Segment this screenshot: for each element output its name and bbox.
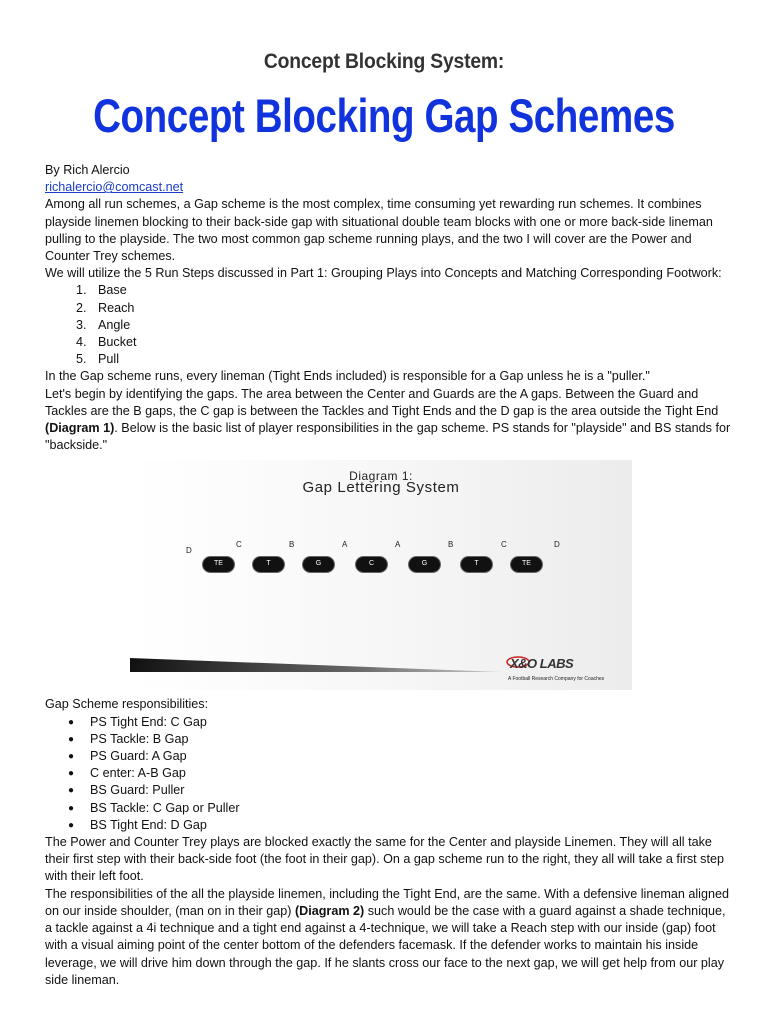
list-item-text: PS Guard: A Gap bbox=[90, 749, 187, 764]
list-item-text: BS Tackle: C Gap or Puller bbox=[90, 800, 240, 815]
list-item bbox=[68, 765, 735, 782]
list-item bbox=[68, 782, 735, 799]
gap-label: A bbox=[342, 540, 348, 550]
logo-tagline: A Football Research Company for Coaches bbox=[508, 676, 605, 683]
bullet-icon: ● bbox=[68, 768, 75, 780]
list-item bbox=[68, 714, 735, 731]
diagram-reference: (Diagram 2) bbox=[294, 903, 365, 918]
player-marker-guard: G bbox=[302, 556, 335, 573]
responsibilities-heading: Gap Scheme responsibilities: bbox=[45, 697, 209, 712]
list-item: 3. Angle bbox=[90, 317, 735, 334]
bullet-icon: ● bbox=[68, 716, 75, 728]
gap-identification-paragraph bbox=[45, 386, 735, 455]
list-item bbox=[68, 731, 735, 748]
intro-paragraph: Among all run schemes, a Gap scheme is the most complex, time consuming yet rewarding run schemes. It combines playside linemen blocking to their back-side gap with situational double team blocks with one or more back-side lineman pulling to the playside. The two most common gap scheme running plays, and the two I will cover are the Power and Counter Trey schemes. bbox=[45, 197, 713, 264]
list-item bbox=[68, 817, 735, 834]
author-line: By Rich Alercio bbox=[45, 163, 130, 177]
gap-label: C bbox=[236, 540, 242, 550]
list-item-text: C enter: A-B Gap bbox=[90, 766, 186, 781]
playside-responsibilities-paragraph bbox=[45, 886, 735, 989]
diagram-caption: Diagram 1: bbox=[349, 469, 413, 484]
bullet-icon: ● bbox=[68, 785, 75, 797]
paragraph-text: such would be the case with a guard against a shade technique, a tackle against a 4i technique and a tight end against a 4-technique, we will take a Reach step with our inside (gap) foot with a visual aiming point of the center bottom of the defenders facemask. If the defender works to maintain his inside leverage, we will drive him down through the gap. If he slants cross our face to the next gap, we will get help from our play side lineman. bbox=[45, 903, 726, 987]
bullet-icon: ● bbox=[68, 751, 75, 763]
gap-label: C bbox=[501, 540, 507, 550]
player-marker-tackle: T bbox=[460, 556, 493, 573]
paragraph-text: . Below is the basic list of player responsibilities in the gap scheme. PS stands for "playside" and BS stands for "backside." bbox=[45, 421, 731, 453]
player-marker-center: C bbox=[355, 556, 388, 573]
author-email-link[interactable]: richalercio@comcast.net bbox=[45, 180, 184, 195]
gap-label: D bbox=[186, 546, 192, 556]
diagram-title: Gap Lettering System bbox=[302, 479, 460, 497]
diagram-reference: (Diagram 1) bbox=[45, 421, 115, 436]
player-marker-tackle: T bbox=[252, 556, 285, 573]
paragraph-text: Let's begin by identifying the gaps. The area between the Center and Guards are the A gaps. Between the Guard and Tackles are the B gaps, the C gap is between the Tackles and Tight Ends and the D gap is the area outside the Tight End bbox=[45, 386, 719, 418]
paragraph-text: The responsibilities of the all the playside linemen, including the Tight End, are the same. With a defensive lineman aligned on our inside shoulder, (man on in their gap) bbox=[45, 886, 729, 918]
gap-label: B bbox=[448, 540, 454, 550]
player-marker-guard: G bbox=[408, 556, 441, 573]
list-item-text: BS Guard: Puller bbox=[90, 783, 185, 798]
bullet-icon: ● bbox=[68, 802, 75, 814]
bullet-icon: ● bbox=[68, 733, 75, 745]
blocking-paragraph: The Power and Counter Trey plays are blocked exactly the same for the Center and playside Linemen. They will all take their first step with their back-side foot (the foot in their gap). On a gap scheme run to the right, they all will take a first step with their left foot. bbox=[45, 835, 724, 884]
list-item bbox=[68, 800, 735, 817]
gap-label: B bbox=[289, 540, 295, 550]
document-title: Concept Blocking Gap Schemes bbox=[93, 89, 675, 142]
gap-scheme-paragraph: In the Gap scheme runs, every lineman (Tight Ends included) is responsible for a Gap unless he is a "puller." bbox=[45, 369, 650, 384]
document-body bbox=[45, 162, 735, 989]
list-item: 1. Base bbox=[90, 282, 735, 299]
list-item: 4. Bucket bbox=[90, 334, 735, 351]
logo-wordmark: X&O LABS bbox=[510, 656, 574, 672]
xo-labs-logo bbox=[508, 655, 618, 683]
list-item-text: BS Tight End: D Gap bbox=[90, 817, 207, 832]
run-steps-list bbox=[45, 282, 735, 368]
list-item bbox=[68, 748, 735, 765]
document-subtitle: Concept Blocking System: bbox=[263, 50, 505, 73]
list-item: 5. Pull bbox=[90, 351, 735, 368]
player-marker-tight-end: TE bbox=[202, 556, 235, 573]
list-item-text: PS Tight End: C Gap bbox=[90, 714, 207, 729]
run-steps-intro: We will utilize the 5 Run Steps discussed in Part 1: Grouping Plays into Concepts and Matching Corresponding Footwork: bbox=[45, 266, 722, 281]
list-item-text: PS Tackle: B Gap bbox=[90, 731, 189, 746]
responsibilities-list bbox=[45, 714, 735, 834]
bullet-icon: ● bbox=[68, 819, 75, 831]
diagram-1-figure bbox=[130, 460, 632, 690]
gap-label: D bbox=[554, 540, 560, 550]
player-marker-tight-end: TE bbox=[510, 556, 543, 573]
gap-label: A bbox=[395, 540, 401, 550]
list-item: 2. Reach bbox=[90, 300, 735, 317]
